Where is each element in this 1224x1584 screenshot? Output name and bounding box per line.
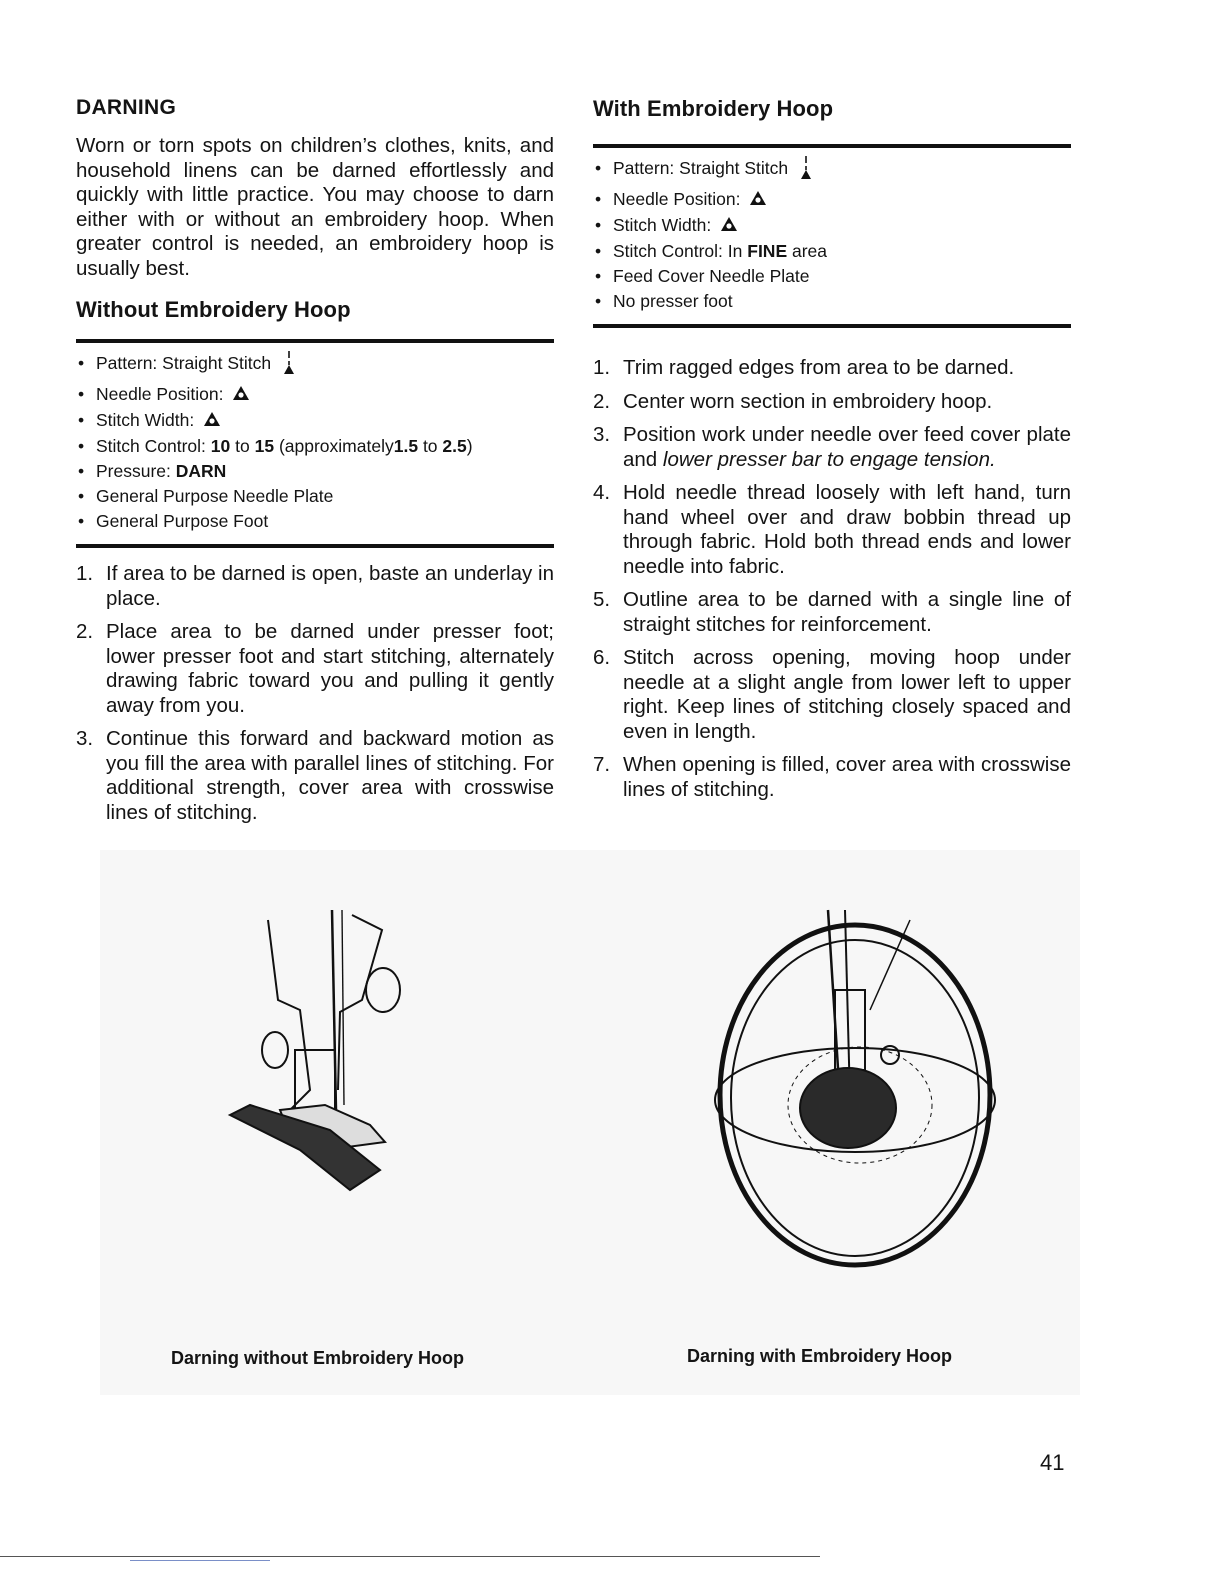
step-text: Outline area to be darned with a single line of straight stitches for reinforcement. [623,588,1071,636]
step-number: 7. [593,753,611,776]
step-item [593,423,1071,472]
step-number: 3. [593,423,611,446]
embroidery-hoop-illustration [715,910,995,1265]
setting-pattern [593,156,1071,187]
setting-stitch-width [76,408,554,434]
step-item [593,753,1071,802]
setting-value: 10 [210,436,231,456]
darning-illustrations [100,850,1080,1395]
step-number: 3. [76,727,94,750]
setting-value: 1.5 [393,436,419,456]
setting-needle-position [593,187,1071,213]
darning-title: DARNING [76,96,177,119]
straight-stitch-icon [284,351,294,382]
step-number: 1. [76,562,94,585]
setting-foot: • General Purpose Foot [76,509,554,534]
zero-width-triangle-icon [203,409,221,434]
straight-stitch-icon [801,156,811,187]
setting-label: Stitch Width: [96,410,195,430]
intro-paragraph: Worn or torn spots on children’s clothes, knits, and household linens can be darned effortlessly and quickly with little practice. You may choose to darn either with or without an embroidery hoop. When greater control is needed, an embroidery hoop is usually best. [76,134,554,280]
step-text: When opening is filled, cover area with crosswise lines of stitching. [623,753,1071,801]
step-text: If area to be darned is open, baste an underlay in place. [106,562,554,610]
step-number: 2. [593,389,611,413]
page-number: 41 [1040,1450,1065,1475]
setting-value: 15 [254,436,275,456]
center-triangle-icon [232,383,250,408]
setting-stitch-control [593,239,1071,264]
setting-label: Needle Position: [96,384,224,404]
step-text: Hold needle thread loosely with left hand, turn hand wheel over and draw bobbin thread up through fabric. Hold both thread ends and lower needle into fabric. [623,481,1071,578]
step-item [593,356,1071,381]
setting-text: to [422,436,438,456]
with-hoop-title: With Embroidery Hoop [593,96,834,121]
step-item [76,727,554,825]
step-item [593,588,1071,637]
settings-box-without-hoop [76,339,554,548]
setting-label: Stitch Width: [613,215,712,235]
setting-stitch-width [593,213,1071,239]
center-triangle-icon [749,188,767,213]
presser-foot-illustration [230,910,400,1190]
illustration-area [100,850,1080,1395]
without-hoop-title: Without Embroidery Hoop [76,297,351,322]
step-text: Stitch across opening, moving hoop under needle at a slight angle from lower left to upper right. Keep lines of stitching closely spaced and even in length. [623,646,1071,743]
setting-needle-plate: • Feed Cover Needle Plate [593,264,1071,289]
setting-label: Pattern: [96,353,158,373]
setting-value: FINE [747,241,788,261]
setting-pressure [76,459,554,484]
setting-label: Stitch Control: [96,436,206,456]
setting-label: Pattern: [613,158,675,178]
caption-with-hoop: Darning with Embroidery Hoop [687,1346,953,1366]
steps-with-hoop [593,356,1071,802]
setting-foot: • No presser foot [593,289,1071,314]
step-text: Position work under needle over feed cover plate and [623,423,1071,471]
step-text: Center worn section in embroidery hoop. [623,389,993,413]
setting-text: area [792,241,828,261]
step-item [76,562,554,611]
step-number: 5. [593,588,611,611]
setting-label: Needle Position: [613,189,741,209]
bottom-rule [0,1556,820,1557]
setting-value: Straight Stitch [679,158,789,178]
setting-label: Pressure: [96,461,171,481]
setting-text: (approximately [278,436,394,456]
step-number: 6. [593,646,611,669]
setting-label: Stitch Control: In [613,241,743,261]
step-item [76,620,554,718]
step-item [593,481,1071,579]
setting-needle-position [76,382,554,408]
settings-box-with-hoop [593,144,1071,328]
left-column [76,96,554,834]
setting-value: 2.5 [442,436,467,456]
step-text-italic: lower presser bar to engage tension. [662,447,996,471]
caption-without-hoop: Darning without Embroidery Hoop [171,1348,464,1368]
step-item [593,646,1071,744]
step-text: Trim ragged edges from area to be darned. [623,356,1015,379]
setting-text: ) [466,436,473,456]
step-number: 4. [593,481,611,504]
setting-text: to [235,436,250,456]
setting-pattern [76,351,554,382]
zero-width-triangle-icon [720,214,738,239]
step-item [593,390,1071,415]
setting-value: Straight Stitch [162,353,272,373]
step-text: Place area to be darned under presser foot; lower presser foot and start stitching, alternately drawing fabric toward you and pulling it gently away from you. [106,620,554,717]
right-column [593,96,1071,811]
step-text: Continue this forward and backward motion as you fill the area with parallel lines of stitching. For additional strength, cover area with crosswise lines of stitching. [106,727,554,824]
bottom-rule-accent [130,1560,270,1561]
step-number: 2. [76,620,94,643]
setting-needle-plate: • General Purpose Needle Plate [76,484,554,509]
setting-value: DARN [175,461,227,481]
steps-without-hoop [76,562,554,825]
step-number: 1. [593,356,611,379]
setting-stitch-control [76,434,554,459]
